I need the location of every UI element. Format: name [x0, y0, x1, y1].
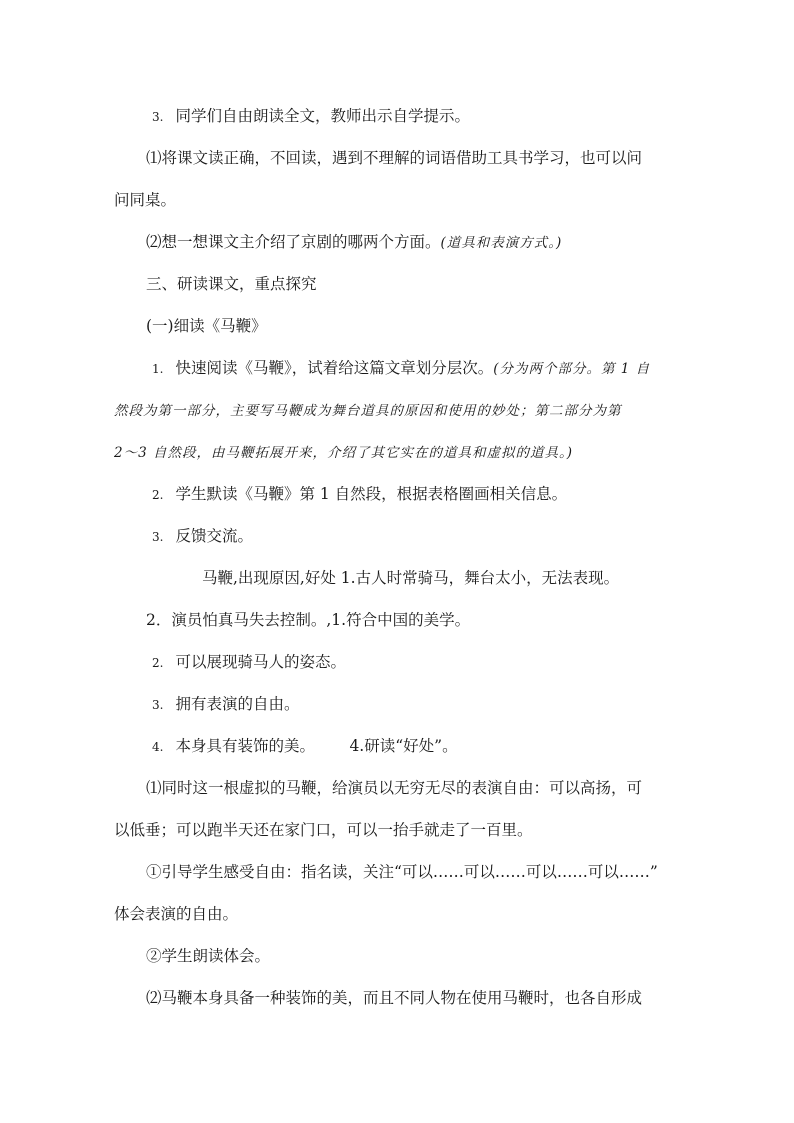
- paragraph-line: [152, 106, 470, 127]
- section-heading: [146, 274, 317, 294]
- line-text: 本身具有装饰的美。 4.研读“好处”。: [175, 737, 458, 755]
- answer-note: (道具和表演方式。): [440, 235, 563, 251]
- list-number: 2.: [152, 488, 164, 502]
- paragraph-line: [152, 484, 567, 505]
- line-text: 马鞭,出现原因,好处 1.古人时常骑马，舞台太小，无法表现。: [202, 569, 620, 587]
- paragraph-line: [114, 820, 533, 840]
- line-text: 三、研读课文，重点探究: [146, 275, 317, 293]
- answer-note: 然段为第一部分，主要写马鞭成为舞台道具的原因和使用的妙处；第二部分为第: [114, 403, 622, 419]
- line-text: 问同桌。: [114, 191, 177, 209]
- subsection-heading: [146, 316, 267, 336]
- line-text: ⑴同时这一根虚拟的马鞭，给演员以无穷无尽的表演自由：可以高扬，可: [146, 779, 643, 797]
- paragraph-line: [146, 232, 562, 253]
- list-number: 3.: [152, 110, 164, 124]
- line-text: 以低垂；可以跑半天还在家门口，可以一抬手就走了一百里。: [114, 821, 533, 839]
- line-text: 可以展现骑马人的姿态。: [175, 653, 346, 671]
- line-text: 快速阅读《马鞭》，试着给这篇文章划分层次。: [175, 359, 494, 377]
- paragraph-line: [114, 904, 238, 924]
- paragraph-line: [146, 862, 658, 882]
- answer-note: (分为两个部分。第 1 自: [493, 361, 651, 377]
- paragraph-line: [146, 610, 470, 630]
- line-text: ⑴将课文读正确，不回读，遇到不理解的词语借助工具书学习，也可以问: [146, 149, 643, 167]
- line-text: (一)细读《马鞭》: [146, 317, 267, 335]
- paragraph-line: [152, 652, 346, 673]
- line-text: ①引导学生感受自由：指名读，关注“可以……可以……可以……可以……”: [146, 863, 658, 881]
- list-number: 3.: [152, 698, 164, 712]
- line-text: 同学们自由朗读全文，教师出示自学提示。: [175, 107, 470, 125]
- line-text: ⑵想一想课文主介绍了京剧的哪两个方面。: [146, 233, 441, 251]
- paragraph-line: [146, 778, 642, 798]
- paragraph-line: [152, 694, 299, 715]
- line-text: ②学生朗读体会。: [146, 947, 271, 965]
- paragraph-line: [146, 988, 642, 1008]
- line-text: 2．演员怕真马失去控制。,1.符合中国的美学。: [146, 611, 471, 629]
- paragraph-line: [152, 358, 650, 379]
- line-text: ⑵马鞭本身具备一种装饰的美，而且不同人物在使用马鞭时，也各自形成: [146, 989, 643, 1007]
- line-text: 学生默读《马鞭》第 1 自然段，根据表格圈画相关信息。: [175, 485, 568, 503]
- paragraph-line: [114, 400, 622, 421]
- line-text: 拥有表演的自由。: [175, 695, 300, 713]
- list-number: 4.: [152, 740, 164, 754]
- paragraph-line: [114, 190, 176, 210]
- table-text-line: [202, 568, 619, 588]
- paragraph-line: [152, 526, 253, 547]
- answer-note: 2～3 自然段，由马鞭拓展开来，介绍了其它实在的道具和虚拟的道具。): [114, 445, 573, 461]
- line-text: 反馈交流。: [175, 527, 253, 545]
- line-text: 体会表演的自由。: [114, 905, 239, 923]
- list-number: 2.: [152, 656, 164, 670]
- paragraph-line: [146, 148, 642, 168]
- list-number: 3.: [152, 530, 164, 544]
- paragraph-line: [114, 442, 573, 463]
- list-number: 1.: [152, 362, 164, 376]
- paragraph-line: [152, 736, 458, 757]
- paragraph-line: [146, 946, 270, 966]
